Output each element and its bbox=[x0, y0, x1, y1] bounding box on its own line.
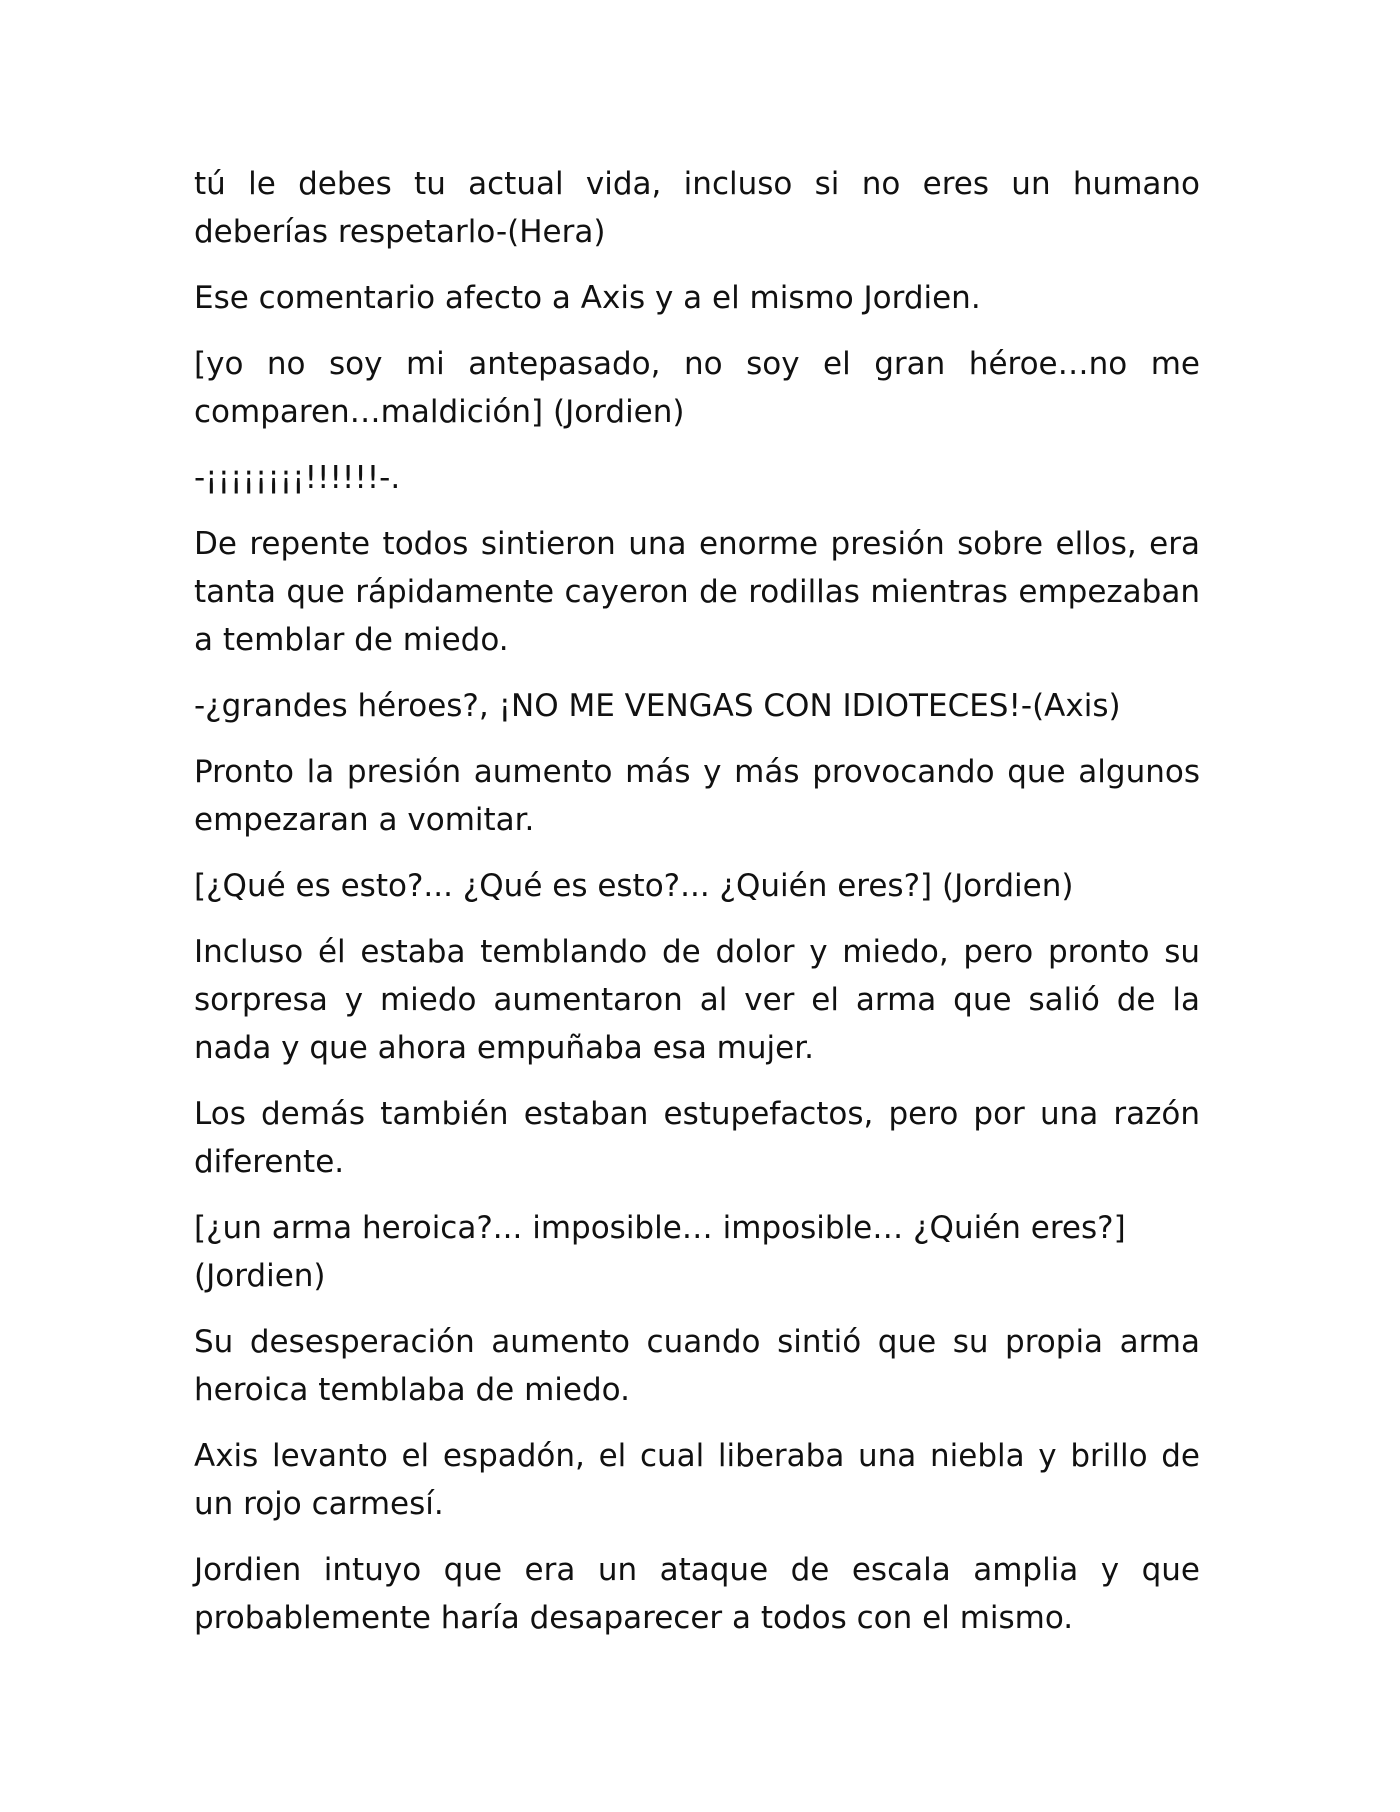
paragraph-14: Jordien intuyo que era un ataque de escala amplia y que probablemente haría desaparecer a todos con el mismo. bbox=[194, 1552, 1200, 1636]
paragraph-4: -¡¡¡¡¡¡¡¡!!!!!!-. bbox=[194, 460, 401, 496]
paragraph-5: De repente todos sintieron una enorme presión sobre ellos, era tanta que rápidamente cayeron de rodillas mientras empezaban a temblar de miedo. bbox=[194, 526, 1200, 658]
paragraph-12: Su desesperación aumento cuando sintió que su propia arma heroica temblaba de miedo. bbox=[194, 1324, 1200, 1408]
paragraph-6: -¿grandes héroes?, ¡NO ME VENGAS CON IDIOTECES!-(Axis) bbox=[194, 688, 1121, 724]
paragraph-8: [¿Qué es esto?... ¿Qué es esto?... ¿Quién eres?] (Jordien) bbox=[194, 868, 1074, 904]
paragraph-11: [¿un arma heroica?... imposible… imposible… ¿Quién eres?] (Jordien) bbox=[194, 1210, 1126, 1294]
document-body bbox=[194, 160, 1200, 1660]
paragraph-10: Los demás también estaban estupefactos, pero por una razón diferente. bbox=[194, 1096, 1200, 1180]
paragraph-13: Axis levanto el espadón, el cual liberaba una niebla y brillo de un rojo carmesí. bbox=[194, 1438, 1200, 1522]
paragraph-7: Pronto la presión aumento más y más provocando que algunos empezaran a vomitar. bbox=[194, 754, 1200, 838]
paragraph-3: [yo no soy mi antepasado, no soy el gran héroe…no me comparen…maldición] (Jordien) bbox=[194, 346, 1200, 430]
paragraph-2: Ese comentario afecto a Axis y a el mismo Jordien. bbox=[194, 280, 981, 316]
paragraph-1: tú le debes tu actual vida, incluso si no eres un humano deberías respetarlo-(Hera) bbox=[194, 166, 1200, 250]
paragraph-9: Incluso él estaba temblando de dolor y miedo, pero pronto su sorpresa y miedo aumentaron al ver el arma que salió de la nada y que ahora empuñaba esa mujer. bbox=[194, 934, 1200, 1066]
